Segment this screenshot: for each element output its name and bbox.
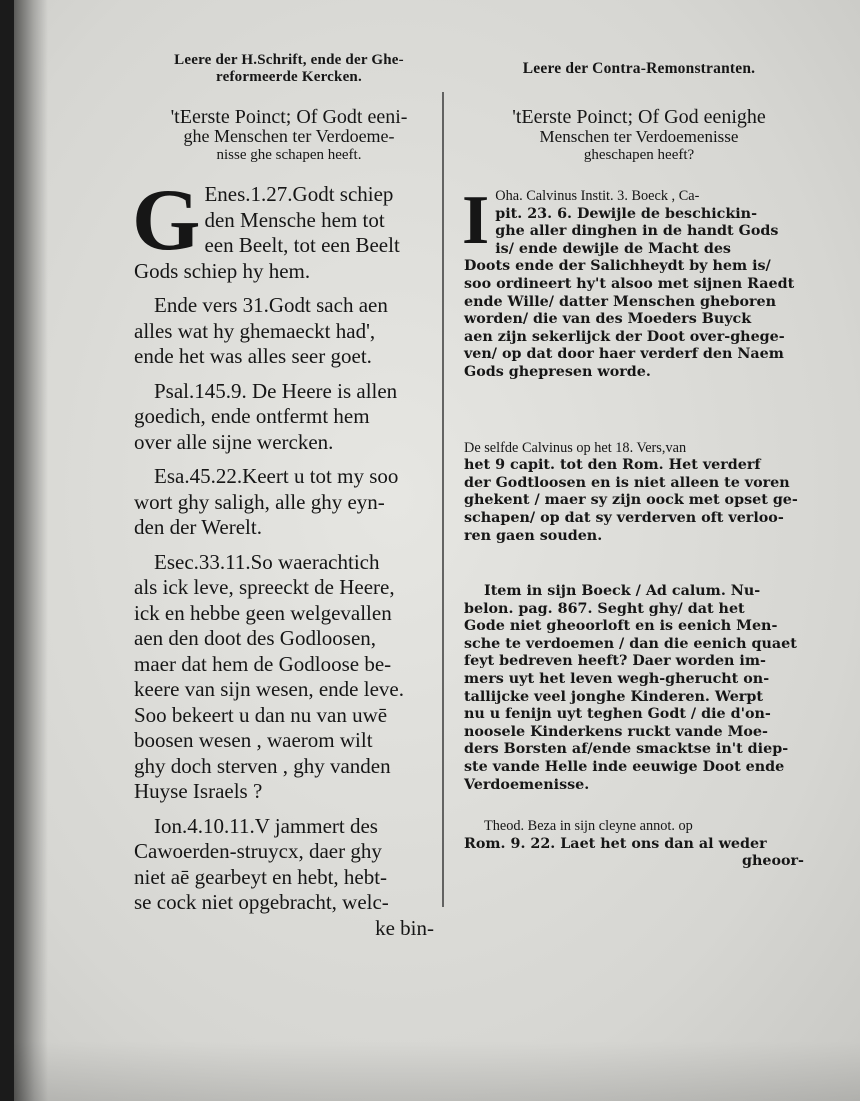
drop-cap-g: G — [132, 172, 201, 269]
verse-31-paragraph — [134, 293, 444, 370]
text-line: ders Borsten af/ende smacktse in't diep- — [464, 741, 789, 758]
left-header-line: Leere der H.Schrift, ende der Ghe- — [174, 52, 404, 68]
calvin-institutes-block — [462, 182, 814, 382]
text-line: Enes.1.27.Godt schiep — [204, 182, 394, 206]
right-subheading-line: 'tEerste Poinct; Of God eenighe — [512, 106, 766, 128]
text-line: Huyse Israels ? — [134, 779, 263, 803]
text-line: worden/ die van des Moeders Buyck — [464, 311, 752, 328]
right-catchword: gheoor- — [741, 853, 804, 870]
text-line: Esa.45.22.Keert u tot my soo — [154, 464, 399, 488]
text-line: schapen/ op dat sy verderven oft verloo- — [464, 509, 784, 526]
text-line: tallijcke veel jonghe Kinderen. Werpt — [464, 688, 763, 705]
text-line: Soo bekeert u dan nu van uwē — [134, 702, 388, 727]
text-line: der Godtloosen en is niet alleen te voren — [464, 474, 790, 491]
beza-block — [464, 818, 814, 871]
left-header-line: reformeerde Kercken. — [216, 69, 362, 85]
text-line: ende Wille/ datter Menschen gheboren — [464, 293, 777, 310]
left-subheading-line: nisse ghe schapen heeft. — [216, 147, 362, 163]
text-line: ren gaen souden. — [464, 527, 603, 544]
text-line: keere van sijn wesen, ende leve. — [134, 677, 404, 701]
text-line: Cawoerden-struycx, daer ghy — [134, 839, 382, 863]
text-line: belon. pag. 867. Seght ghy/ dat het — [464, 600, 745, 617]
text-line: den der Werelt. — [134, 515, 262, 539]
text-line: over alle sijne wercken. — [134, 429, 334, 454]
right-column-text — [462, 182, 814, 871]
text-line: Item in sijn Boeck / Ad calum. Nu- — [484, 583, 761, 600]
text-line: Ende vers 31.Godt sach aen — [154, 293, 388, 317]
column-divider — [442, 92, 444, 907]
drop-cap-i: I — [462, 182, 490, 259]
right-subheading-line: gheschapen heeft? — [583, 147, 695, 163]
right-header-line: Leere der Contra-Remonstranten. — [522, 60, 756, 77]
text-line: se cock niet opgebracht, welc- — [134, 890, 389, 914]
text-line: ghy doch sterven , ghy vanden — [134, 753, 391, 778]
text-line: den Mensche hem tot — [204, 207, 385, 232]
text-line: boosen wesen , waerom wilt — [134, 728, 373, 752]
book-page — [14, 0, 860, 1101]
calvin-romans-block — [464, 440, 814, 546]
text-line: ick en hebbe geen welgevallen — [134, 600, 392, 625]
isaiah-paragraph — [134, 464, 444, 541]
text-line: aen zijn sekerlijck der Doot over-ghege- — [464, 328, 785, 345]
text-line: feyt bedreven heeft? Daer worden im- — [464, 653, 766, 670]
text-line: nu u fenijn uyt teghen Godt / die d'on- — [464, 706, 771, 723]
text-line: ghe aller dinghen in de handt Gods — [495, 223, 779, 240]
psalm-paragraph — [134, 379, 444, 456]
text-line: ghekent / maer sy zijn oock met opset ge- — [464, 492, 798, 509]
text-line: Rom. 9. 22. Laet het ons dan al weder — [464, 835, 767, 852]
right-subheading-line: Menschen ter Verdoemenisse — [539, 127, 739, 146]
text-line: is/ ende dewijle de Macht des — [495, 240, 731, 257]
text-line: aen den doot des Godloosen, — [134, 626, 377, 650]
left-column-header — [134, 52, 444, 86]
page-gutter-shadow — [14, 0, 48, 1101]
text-line: niet aē gearbeyt en hebt, hebt- — [134, 864, 388, 889]
ezekiel-paragraph — [134, 550, 444, 805]
text-line: Theod. Beza in sijn cleyne annot. op — [484, 818, 693, 835]
text-line: soo ordineert hy't alsoo met sijnen Raedt — [464, 275, 795, 292]
page-bottom-shade — [14, 1041, 860, 1101]
text-line: het 9 capit. tot den Rom. Het verderf — [464, 457, 761, 474]
left-catchword: ke bin- — [375, 915, 434, 940]
text-line: Verdoemenisse. — [464, 776, 590, 793]
text-line: Gods schiep hy hem. — [134, 258, 311, 283]
left-subheading — [134, 108, 444, 165]
text-line: alles wat hy ghemaeckt had', — [134, 318, 376, 343]
jonah-paragraph — [134, 814, 444, 942]
text-line: Gods ghepresen worde. — [464, 363, 651, 380]
text-line: een Beelt, tot een Beelt — [204, 233, 400, 257]
text-line: maer dat hem de Godloose be- — [134, 651, 392, 676]
left-subheading-line: 'tEerste Poinct; Of Godt eeni- — [170, 106, 408, 128]
text-line: sche te verdoemen / dan die eenich quaet — [464, 635, 797, 652]
genesis-paragraph — [132, 172, 444, 284]
text-line: Oha. Calvinus Instit. 3. Boeck , Ca- — [495, 188, 700, 204]
text-line: Esec.33.11.So waerachtich — [154, 549, 380, 574]
text-line: Ion.4.10.11.V jammert des — [154, 813, 378, 838]
text-line: ven/ op dat door haer verderf den Naem — [464, 346, 784, 363]
left-subheading-line: ghe Menschen ter Verdoeme- — [183, 126, 395, 146]
calvin-calumnies-block — [464, 583, 814, 794]
text-line: pit. 23. 6. Dewijle de beschickin- — [495, 205, 758, 222]
text-line: mers uyt het leven wegh-gherucht on- — [464, 671, 770, 688]
text-line: Doots ende der Salichheydt by hem is/ — [464, 258, 771, 275]
text-line: Gode niet gheoorloft en is eenich Men- — [464, 618, 778, 635]
right-column-header — [464, 60, 814, 77]
text-line: noosele Kinderkens ruckt vande Moe- — [464, 723, 768, 740]
text-line: ste vande Helle inde eeuwige Doot ende — [464, 759, 785, 776]
text-line: goedich, ende ontfermt hem — [134, 404, 370, 428]
left-column-text — [132, 172, 444, 950]
text-line: ende het was alles seer goet. — [134, 344, 372, 368]
text-line: Psal.145.9. De Heere is allen — [154, 378, 398, 403]
text-line: De selfde Calvinus op het 18. Vers,van — [464, 439, 687, 456]
text-line: als ick leve, spreeckt de Heere, — [134, 575, 395, 599]
text-line: wort ghy saligh, alle ghy eyn- — [134, 489, 385, 514]
right-subheading — [464, 108, 814, 165]
